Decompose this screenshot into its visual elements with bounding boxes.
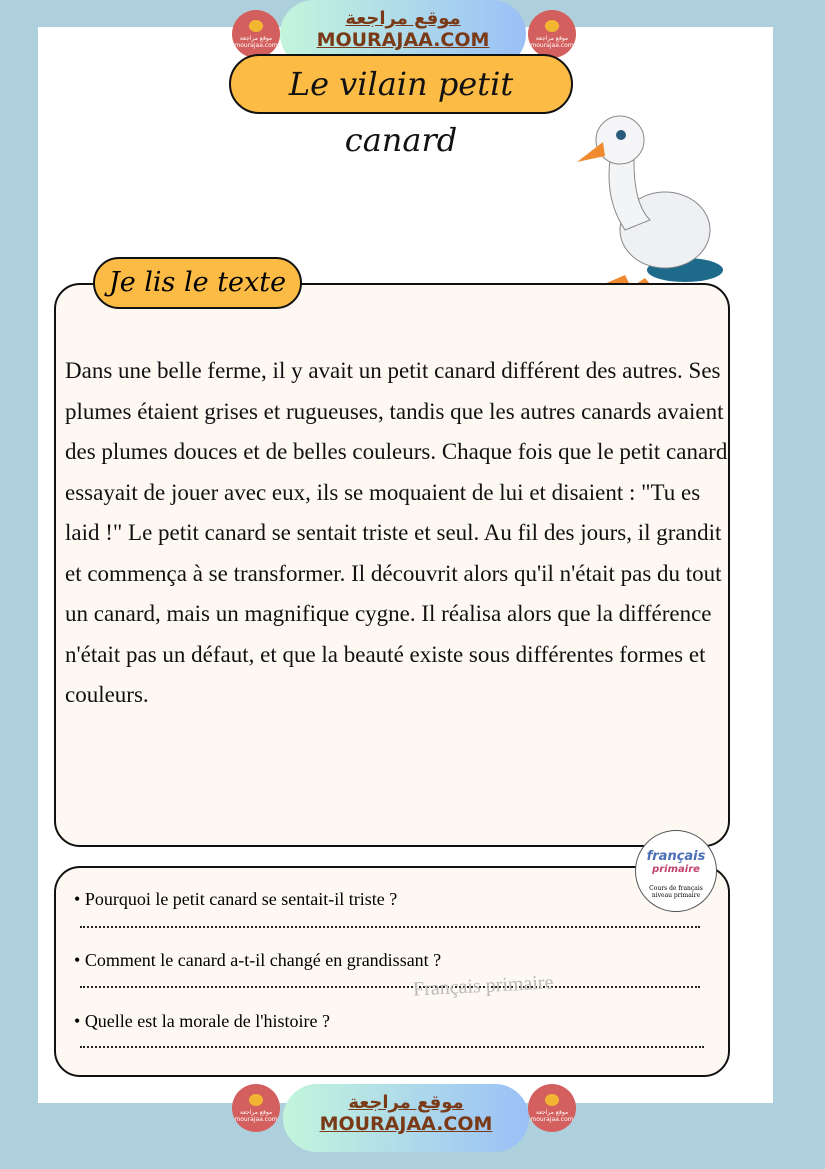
page-title: Le vilain petit canard	[229, 54, 573, 114]
question-1: • Pourquoi le petit canard se sentait-il triste ?	[74, 889, 398, 909]
footer-arabic: موقع مراجعة	[348, 1092, 464, 1113]
francais-primaire-logo: français primaire Cours de français niveau primaire	[635, 830, 717, 912]
header-arabic: موقع مراجعة	[345, 8, 461, 29]
question-3: • Quelle est la morale de l'histoire ?	[74, 1011, 330, 1031]
story-text: Dans une belle ferme, il y avait un petit canard différent des autres. Ses plumes étaient grises et rugueuses, tandis que les autres canards avaient des plumes douces et de belles couleurs. Chaque fois que le petit canard essayait de jouer avec eux, ils se moquaient de lui et disaient : "Tu es laid !" Le petit canard se sentait triste et seul. Au fil des jours, il grandit et commença à se transformer. Il découvrit alors qu'il n'était pas du tout un canard, mais un magnifique cygne. Il réalisa alors que la différence n'était pas un défaut, et que la beauté existe sous différentes formes et couleurs.	[65, 358, 728, 707]
watermark: Français primaire	[412, 971, 554, 1001]
site-badge-icon: موقع مراجعة mourajaa.com	[528, 1084, 576, 1132]
footer-site: MOURAJAA.COM	[319, 1113, 493, 1135]
answer-line-2[interactable]	[80, 986, 700, 988]
question-2: • Comment le canard a-t-il changé en grandissant ?	[74, 950, 442, 970]
section-tag: Je lis le texte	[93, 257, 302, 309]
site-badge-icon: موقع مراجعة mourajaa.com	[528, 10, 576, 58]
answer-line-3[interactable]	[80, 1046, 704, 1048]
header-site: MOURAJAA.COM	[316, 29, 490, 51]
footer-banner[interactable]	[283, 1084, 529, 1152]
site-badge-icon: موقع مراجعة mourajaa.com	[232, 1084, 280, 1132]
answer-line-1[interactable]	[80, 926, 700, 928]
duck-illustration-icon	[575, 100, 725, 305]
site-badge-icon: موقع مراجعة mourajaa.com	[232, 10, 280, 58]
